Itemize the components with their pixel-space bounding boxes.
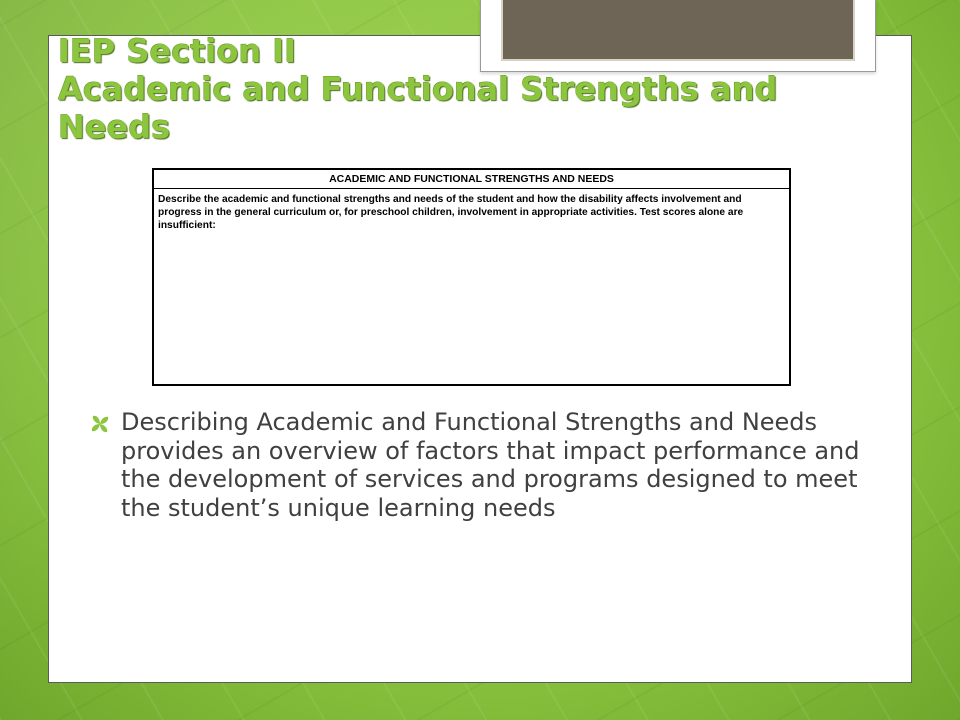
form-header: ACADEMIC AND FUNCTIONAL STRENGTHS AND NEEDS <box>154 170 789 189</box>
title-line-1: IEP Section II <box>58 32 297 70</box>
slide-title <box>58 32 848 146</box>
four-petal-bullet-icon <box>90 414 110 434</box>
title-line-3: Needs <box>58 108 171 146</box>
iep-form-excerpt <box>152 168 791 386</box>
form-prompt: Describe the academic and functional strengths and needs of the student and how the disability affects involvement and progress in the general curriculum or, for preschool children, involvement in appropriate activities. Test scores alone are insufficient: <box>158 194 744 231</box>
bullet-item <box>90 408 860 522</box>
title-line-2: Academic and Functional Strengths and <box>58 70 778 108</box>
bullet-text: Describing Academic and Functional Strengths and Needs provides an overview of factors that impact performance and the development of services and programs designed to meet the student’s unique learning needs <box>121 408 860 522</box>
